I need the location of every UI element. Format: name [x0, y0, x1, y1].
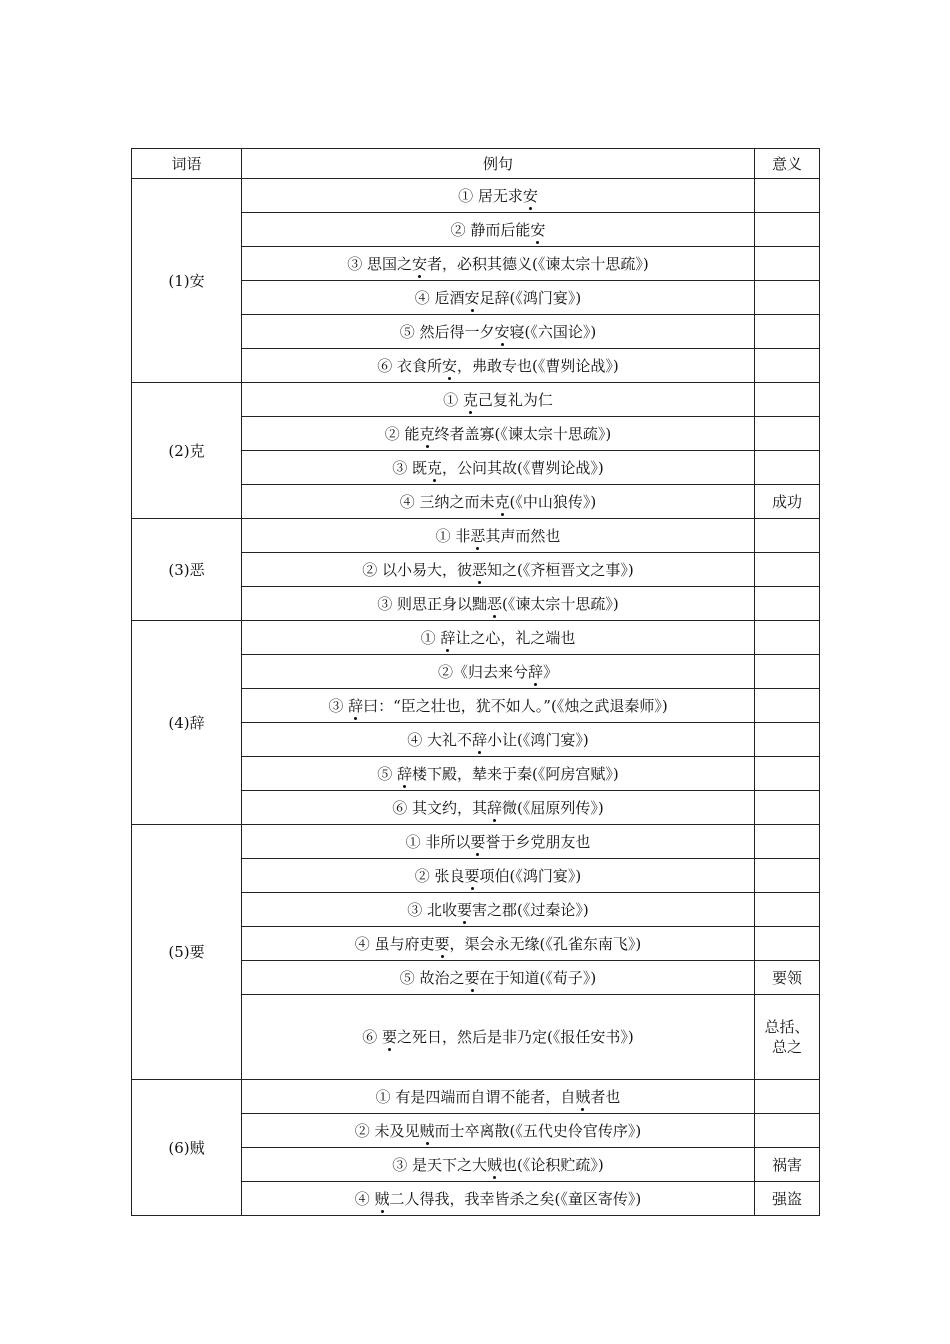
meaning-cell [755, 927, 820, 961]
emphasized-char: 克 [462, 390, 478, 409]
example-text: ③ [328, 696, 349, 715]
example-text: ② 张良 [414, 866, 465, 885]
meaning-cell [755, 417, 820, 451]
example-text: ⑥ 衣食所 [377, 356, 443, 375]
example-cell [242, 995, 755, 1080]
example-cell [242, 689, 755, 723]
example-text: ④ 卮酒 [414, 288, 465, 307]
example-text: ③ 则思正身以黜 [377, 594, 488, 613]
emphasized-char: 要 [464, 968, 480, 987]
example-text: 者，必积其德义(《谏太宗十思疏》) [427, 254, 649, 273]
example-text: 项伯(《鸿门宴》) [479, 866, 582, 885]
example-cell [242, 621, 755, 655]
header-example: 例句 [242, 149, 755, 179]
example-text: ② 静而后能 [450, 220, 531, 239]
meaning-cell [755, 655, 820, 689]
example-cell [242, 1080, 755, 1114]
example-cell [242, 451, 755, 485]
header-word: 词语 [132, 149, 242, 179]
emphasized-char: 要 [434, 934, 450, 953]
example-cell [242, 859, 755, 893]
emphasized-char: 克 [427, 458, 443, 477]
emphasized-char: 辞 [487, 798, 503, 817]
example-text: 己复礼为仁 [477, 390, 553, 409]
example-text: 楼下殿，辇来于秦(《阿房宫赋》) [412, 764, 619, 783]
emphasized-char: 克 [419, 424, 435, 443]
example-cell [242, 417, 755, 451]
example-text: ③ 思国之 [347, 254, 413, 273]
example-text: 在于知道(《荀子》) [479, 968, 597, 987]
example-cell [242, 553, 755, 587]
example-text: ⑤ 然后得一夕 [399, 322, 495, 341]
meaning-cell: 成功 [755, 485, 820, 519]
example-text: (《谏太宗十思疏》) [502, 594, 619, 613]
example-text: ② 以小易大，彼 [362, 560, 473, 579]
emphasized-char: 辞 [472, 730, 488, 749]
example-cell [242, 927, 755, 961]
example-text: ① 有是四端而自谓不能者，自 [375, 1087, 576, 1106]
word-cell: (1)安 [132, 179, 242, 383]
example-text: ⑤ [377, 764, 398, 783]
meaning-cell: 总括、总之 [755, 995, 820, 1080]
example-text: 曰：“臣之壮也，犹不如人。”(《烛之武退秦师》) [363, 696, 668, 715]
meaning-cell [755, 1114, 820, 1148]
emphasized-char: 要 [457, 900, 473, 919]
meaning-cell [755, 519, 820, 553]
meaning-cell [755, 451, 820, 485]
example-cell [242, 247, 755, 281]
emphasized-char: 恶 [470, 526, 486, 545]
meaning-cell: 要领 [755, 961, 820, 995]
example-cell [242, 893, 755, 927]
example-cell [242, 383, 755, 417]
example-text: ④ 大礼不 [407, 730, 473, 749]
emphasized-char: 贼 [487, 1155, 503, 1174]
word-cell: (4)辞 [132, 621, 242, 825]
emphasized-char: 辞 [397, 764, 413, 783]
emphasized-char: 要 [382, 1028, 398, 1046]
example-text: 寝(《六国论》) [509, 322, 597, 341]
word-cell: (3)恶 [132, 519, 242, 621]
emphasized-char: 安 [494, 322, 510, 341]
meaning-cell [755, 213, 820, 247]
example-cell [242, 723, 755, 757]
example-text: 之死日，然后是非乃定(《报任安书》) [397, 1028, 634, 1046]
example-text: 而士卒离散(《五代史伶官传序》) [434, 1121, 642, 1140]
example-text: ① 非所以 [405, 832, 471, 851]
example-cell [242, 213, 755, 247]
meaning-cell [755, 281, 820, 315]
example-cell [242, 825, 755, 859]
example-text: ⑥ [362, 1028, 383, 1046]
example-text: ② 能 [384, 424, 420, 443]
meaning-cell [755, 689, 820, 723]
example-text: ④ 虽与府吏 [354, 934, 435, 953]
example-cell [242, 349, 755, 383]
example-text: 微(《屈原列传》) [502, 798, 604, 817]
emphasized-char: 辞 [440, 628, 456, 647]
meaning-cell [755, 825, 820, 859]
example-text: ④ 三纳之而未 [399, 492, 495, 511]
example-text: ③ 是天下之大 [392, 1155, 488, 1174]
example-cell [242, 179, 755, 213]
example-text: 害之郡(《过秦论》) [472, 900, 589, 919]
example-text: ，公问其故(《曹刿论战》) [442, 458, 604, 477]
word-cell: (6)贼 [132, 1080, 242, 1216]
example-text: ① 非 [435, 526, 471, 545]
meaning-cell: 强盗 [755, 1182, 820, 1216]
header-meaning: 意义 [755, 149, 820, 179]
example-cell [242, 791, 755, 825]
example-cell [242, 961, 755, 995]
emphasized-char: 辞 [348, 696, 364, 715]
meaning-cell [755, 791, 820, 825]
example-cell [242, 281, 755, 315]
example-cell [242, 485, 755, 519]
example-cell [242, 757, 755, 791]
example-text: ⑤ 故治之 [399, 968, 465, 987]
example-cell [242, 1114, 755, 1148]
meaning-cell [755, 179, 820, 213]
table-row [132, 519, 820, 553]
table-row [132, 621, 820, 655]
example-text: 让之心，礼之端也 [455, 628, 576, 647]
example-text: ，弗敢专也(《曹刿论战》) [457, 356, 619, 375]
emphasized-char: 恶 [487, 594, 503, 613]
meaning-cell [755, 757, 820, 791]
emphasized-char: 安 [522, 186, 538, 205]
example-text: 二人得我，我幸皆杀之矣(《童区寄传》) [389, 1189, 642, 1208]
table-row [132, 1080, 820, 1114]
example-text: ⑥ 其文约，其 [392, 798, 488, 817]
example-cell [242, 315, 755, 349]
emphasized-char: 辞 [527, 662, 543, 681]
example-cell [242, 1148, 755, 1182]
emphasized-char: 安 [442, 356, 458, 375]
example-cell [242, 519, 755, 553]
example-text: ① [420, 628, 441, 647]
meaning-cell [755, 553, 820, 587]
meaning-cell [755, 859, 820, 893]
meaning-cell [755, 383, 820, 417]
meaning-cell [755, 349, 820, 383]
example-text: 誉于乡党朋友也 [485, 832, 591, 851]
emphasized-char: 安 [530, 220, 546, 239]
meaning-cell [755, 893, 820, 927]
meaning-cell: 祸害 [755, 1148, 820, 1182]
meaning-cell [755, 247, 820, 281]
example-cell [242, 1182, 755, 1216]
emphasized-char: 安 [412, 254, 428, 273]
emphasized-char: 贼 [419, 1121, 435, 1140]
emphasized-char: 安 [464, 288, 480, 307]
word-cell: (5)要 [132, 825, 242, 1080]
table-row [132, 383, 820, 417]
emphasized-char: 克 [494, 492, 510, 511]
emphasized-char: 要 [464, 866, 480, 885]
example-text: 》 [543, 662, 559, 681]
example-text: 知之(《齐桓晋文之事》) [487, 560, 634, 579]
example-text: 终者盖寡(《谏太宗十思疏》) [434, 424, 612, 443]
meaning-cell [755, 315, 820, 349]
meaning-cell [755, 723, 820, 757]
example-text: ① 居无求 [458, 186, 523, 205]
meaning-cell [755, 1080, 820, 1114]
example-text: 足辞(《鸿门宴》) [479, 288, 582, 307]
emphasized-char: 贼 [575, 1087, 591, 1106]
table-row [132, 825, 820, 859]
emphasized-char: 贼 [374, 1189, 390, 1208]
example-text: ④ [354, 1189, 375, 1208]
example-text: 小让(《鸿门宴》) [487, 730, 589, 749]
example-text: (《中山狼传》) [509, 492, 597, 511]
example-cell [242, 655, 755, 689]
example-text: ③ 北收 [407, 900, 458, 919]
word-cell: (2)克 [132, 383, 242, 519]
emphasized-char: 要 [470, 832, 486, 851]
meaning-cell [755, 587, 820, 621]
example-text: 其声而然也 [485, 526, 561, 545]
example-text: ① [443, 390, 463, 409]
example-text: ③ 既 [392, 458, 428, 477]
table-row [132, 179, 820, 213]
header-row [132, 149, 820, 179]
meaning-cell [755, 621, 820, 655]
example-text: ，渠会永无缘(《孔雀东南飞》) [449, 934, 642, 953]
example-text: 者也 [590, 1087, 621, 1106]
example-text: ②《归去来兮 [437, 662, 528, 681]
example-cell [242, 587, 755, 621]
emphasized-char: 恶 [472, 560, 488, 579]
vocabulary-table [131, 148, 820, 1216]
example-text: ② 未及见 [354, 1121, 420, 1140]
example-text: 也(《论积贮疏》) [502, 1155, 604, 1174]
